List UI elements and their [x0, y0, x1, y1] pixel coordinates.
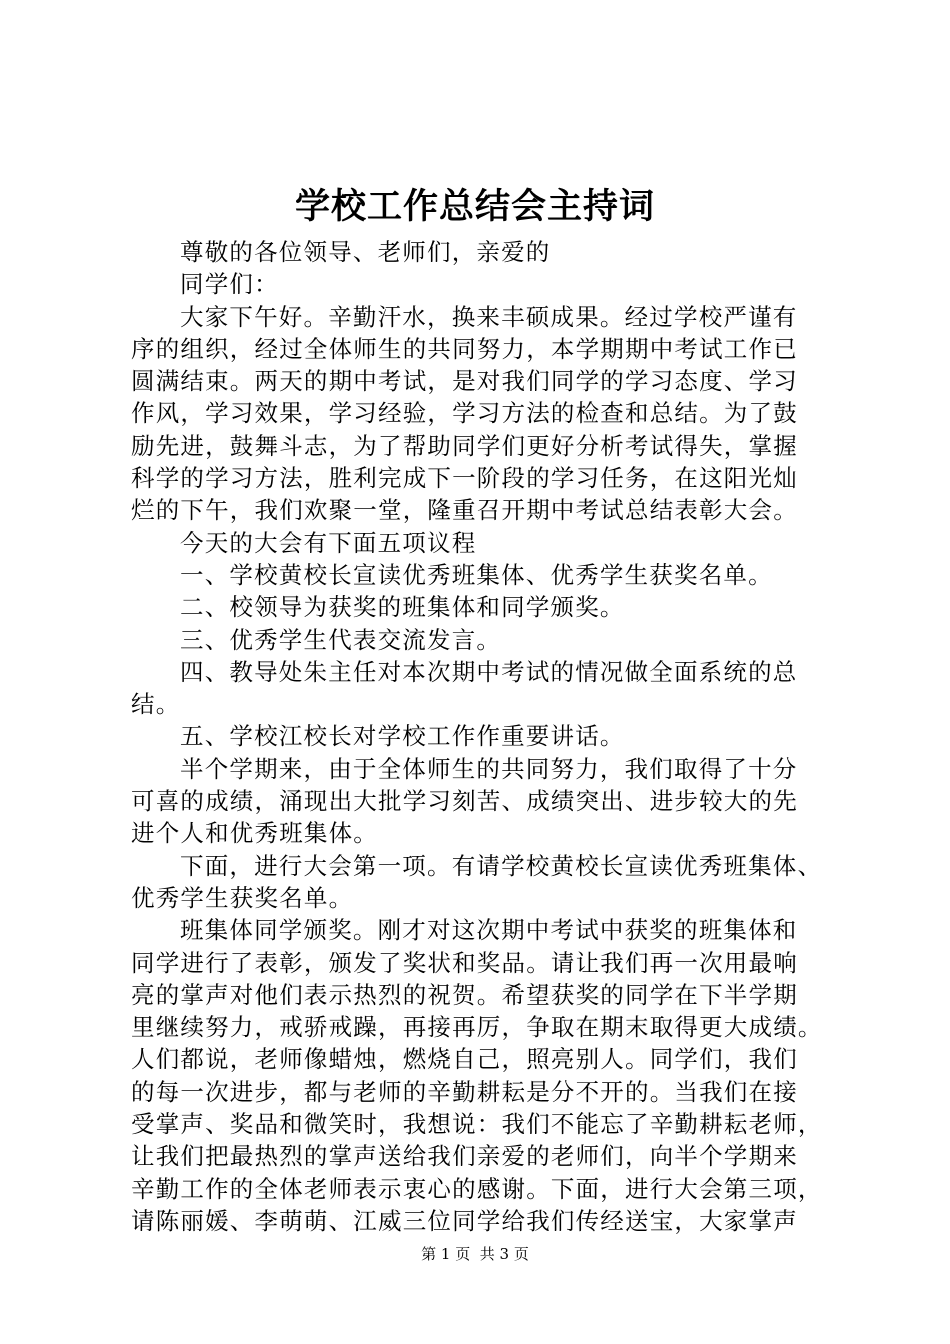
text-line: 请陈丽媛、李萌萌、江威三位同学给我们传经送宝，大家掌声	[131, 1206, 798, 1235]
text-line: 受掌声、奖品和微笑时，我想说：我们不能忘了辛勤耕耘老师，	[131, 1110, 823, 1139]
text-line: 今天的大会有下面五项议程	[180, 528, 477, 557]
text-line: 同学们：	[180, 270, 279, 299]
text-line: 烂的下午，我们欢聚一堂，隆重召开期中考试总结表彰大会。	[131, 496, 798, 525]
text-line: 里继续努力，戒骄戒躁，再接再厉，争取在期末取得更大成绩。	[131, 1013, 823, 1042]
text-line: 进个人和优秀班集体。	[131, 819, 378, 848]
text-line: 半个学期来，由于全体师生的共同努力，我们取得了十分	[180, 754, 798, 783]
text-line: 让我们把最热烈的掌声送给我们亲爱的老师们，向半个学期来	[131, 1142, 798, 1171]
agenda-item: 二、校领导为获奖的班集体和同学颁奖。	[180, 593, 625, 622]
document-title: 学校工作总结会主持词	[294, 186, 655, 227]
text-line: 尊敬的各位领导、老师们，亲爱的	[180, 238, 551, 266]
text-line: 同学进行了表彰，颁发了奖状和奖品。请让我们再一次用最响	[131, 948, 798, 977]
agenda-item: 三、优秀学生代表交流发言。	[180, 625, 502, 654]
text-line: 的每一次进步，都与老师的辛勤耕耘是分不开的。当我们在接	[131, 1077, 798, 1106]
text-line: 亮的掌声对他们表示热烈的祝贺。希望获奖的同学在下半学期	[131, 980, 798, 1009]
agenda-item: 一、学校黄校长宣读优秀班集体、优秀学生获奖名单。	[180, 560, 773, 589]
agenda-item: 四、教导处朱主任对本次期中考试的情况做全面系统的总	[180, 657, 798, 686]
page-number: 第 1 页 共 3 页	[421, 1245, 529, 1263]
text-line: 励先进，鼓舞斗志，为了帮助同学们更好分析考试得失，掌握	[131, 431, 798, 460]
text-line: 人们都说，老师像蜡烛，燃烧自己，照亮别人。同学们，我们	[131, 1045, 798, 1074]
text-line: 辛勤工作的全体老师表示衷心的感谢。下面，进行大会第三项，	[131, 1174, 823, 1203]
text-line: 作风，学习效果，学习经验，学习方法的检查和总结。为了鼓	[131, 399, 798, 428]
page-footer	[0, 1244, 950, 1264]
text-line: 圆满结束。两天的期中考试，是对我们同学的学习态度、学习	[131, 367, 798, 396]
text-line: 班集体同学颁奖。刚才对这次期中考试中获奖的班集体和	[180, 916, 798, 945]
agenda-item: 五、学校江校长对学校工作作重要讲话。	[180, 722, 625, 751]
text-line: 大家下午好。辛勤汗水，换来丰硕成果。经过学校严谨有	[180, 302, 798, 331]
text-line: 结。	[131, 690, 181, 719]
document-body	[131, 236, 831, 1237]
text-line: 可喜的成绩，涌现出大批学习刻苦、成绩突出、进步较大的先	[131, 787, 798, 816]
text-line: 序的组织，经过全体师生的共同努力，本学期期中考试工作已	[131, 334, 798, 363]
text-line: 优秀学生获奖名单。	[131, 883, 354, 912]
text-line: 科学的学习方法，胜利完成下一阶段的学习任务，在这阳光灿	[131, 464, 798, 493]
text-line: 下面，进行大会第一项。有请学校黄校长宣读优秀班集体、	[180, 851, 823, 880]
